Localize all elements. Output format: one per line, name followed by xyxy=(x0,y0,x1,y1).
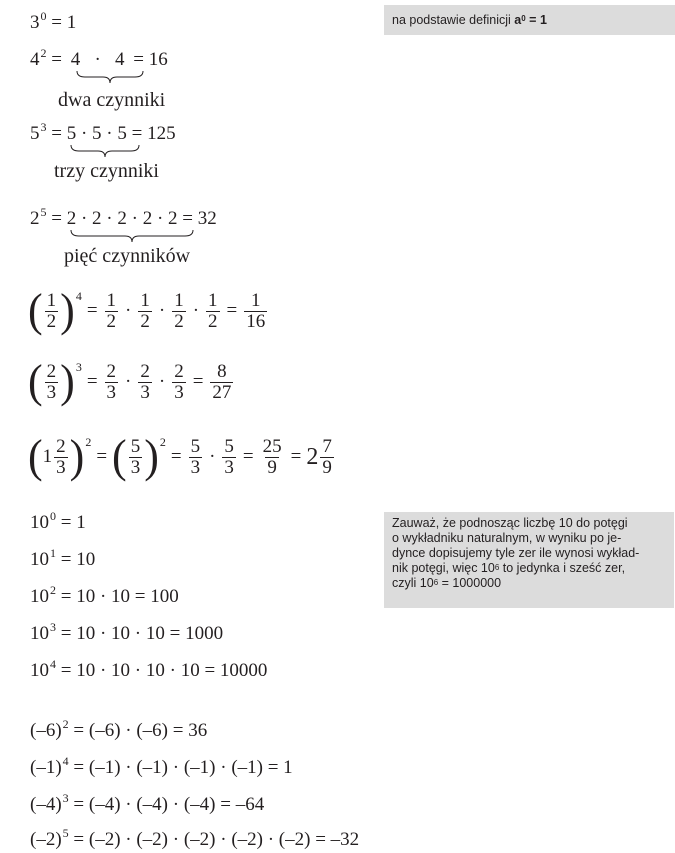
numerator: 1 xyxy=(106,289,117,311)
note-line-post: to jedynka i sześć zer, xyxy=(499,561,626,575)
exponent: 3 xyxy=(62,791,69,805)
denominator: 3 xyxy=(190,456,201,478)
fraction xyxy=(45,362,59,403)
note-line: dynce dopisujemy tyle zer ile wynosi wykład- xyxy=(392,546,640,560)
fraction xyxy=(320,437,334,478)
power-of-ten-row xyxy=(30,509,86,533)
dot: · xyxy=(158,300,166,321)
base: 5 xyxy=(30,123,40,144)
equals: = xyxy=(192,371,204,392)
note-line-pre: nik potęgi, więc 10 xyxy=(392,561,495,575)
exponent: 4 xyxy=(50,657,56,671)
denominator: 3 xyxy=(174,381,184,403)
equals: = xyxy=(46,208,67,229)
base: 2 xyxy=(30,208,40,229)
base: 10 xyxy=(30,512,49,533)
fraction xyxy=(189,437,203,478)
denominator: 3 xyxy=(224,456,234,478)
negative-power-row xyxy=(30,791,265,815)
equals: = xyxy=(170,446,182,467)
dot: · xyxy=(192,300,200,321)
underbrace-icon xyxy=(70,144,140,158)
fraction xyxy=(129,437,143,478)
note-line-post: = 1000000 xyxy=(438,576,502,590)
fraction-example-2 xyxy=(28,357,235,407)
note-line: o wykładniku naturalnym, w wyniku po je- xyxy=(392,531,622,545)
fraction xyxy=(261,437,284,478)
base: 4 xyxy=(30,49,40,70)
negative-power-row xyxy=(30,717,208,741)
base: (–6) xyxy=(30,720,62,741)
dot: · xyxy=(209,446,216,467)
result: = 10 · 10 · 10 · 10 = 10000 xyxy=(56,660,268,681)
denominator: 3 xyxy=(46,381,57,403)
exponent: 1 xyxy=(50,546,56,560)
base: (–1) xyxy=(30,757,62,778)
fraction xyxy=(138,291,152,332)
result: = 10 · 10 = 100 xyxy=(56,586,179,607)
exponent: 3 xyxy=(40,120,47,134)
note-line: Zauważ, że podnosząc liczbę 10 do potęgi xyxy=(392,516,628,530)
fraction-example-1 xyxy=(28,286,269,336)
mixed-whole: 2 xyxy=(306,443,319,470)
result: = 1 xyxy=(46,12,77,33)
fraction xyxy=(172,291,186,332)
equals: = xyxy=(46,49,67,70)
note-exp: 6 xyxy=(433,578,439,587)
definition-note-exp: 0 xyxy=(521,14,526,23)
base: 10 xyxy=(30,549,49,570)
right-paren: ) xyxy=(60,355,75,408)
equals: = xyxy=(242,446,254,467)
factors: 5 · 5 · 5 xyxy=(66,123,127,144)
definition-note-text: na podstawie definicji xyxy=(392,13,515,27)
result: = 1 xyxy=(56,512,86,533)
result: = 32 xyxy=(177,208,217,229)
exponent: 5 xyxy=(62,826,69,840)
power-of-ten-row xyxy=(30,620,224,644)
numerator: 2 xyxy=(106,360,117,382)
definition-note-base: a xyxy=(514,13,522,27)
equals: = xyxy=(96,446,108,467)
numerator: 2 xyxy=(56,435,66,457)
numerator: 1 xyxy=(208,289,218,311)
whole-part: 1 xyxy=(42,446,53,467)
fraction xyxy=(105,291,119,332)
result: = (–2) · (–2) · (–2) · (–2) · (–2) = –32 xyxy=(68,829,360,850)
numerator: 25 xyxy=(262,435,282,457)
example-2-pow-5 xyxy=(30,205,217,229)
numerator: 7 xyxy=(322,435,332,457)
exponent: 3 xyxy=(75,360,82,374)
numerator: 8 xyxy=(217,360,227,382)
equals: = xyxy=(86,300,98,321)
left-paren: ( xyxy=(112,430,127,483)
fraction-example-3 xyxy=(28,432,336,482)
exponent: 4 xyxy=(75,289,82,303)
fraction xyxy=(222,437,236,478)
denominator: 2 xyxy=(174,310,184,332)
numerator: 2 xyxy=(174,360,184,382)
base: (–2) xyxy=(30,829,62,850)
denominator: 2 xyxy=(140,310,150,332)
base: 3 xyxy=(30,12,40,33)
definition-note-rest: = 1 xyxy=(525,13,547,27)
denominator: 3 xyxy=(130,456,141,478)
numerator: 5 xyxy=(224,435,234,457)
numerator: 1 xyxy=(140,289,150,311)
dot: · xyxy=(125,300,132,321)
power-of-ten-row xyxy=(30,546,96,570)
denominator: 16 xyxy=(246,310,266,332)
powers-of-ten-note xyxy=(384,512,674,608)
denominator: 2 xyxy=(106,310,117,332)
denominator: 3 xyxy=(106,381,117,403)
left-paren: ( xyxy=(28,284,43,337)
denominator: 9 xyxy=(322,456,332,478)
power-of-ten-row xyxy=(30,583,179,607)
label-trzy-czynniki: trzy czynniki xyxy=(54,160,159,182)
fraction xyxy=(244,291,267,332)
right-paren: ) xyxy=(144,430,159,483)
underbrace-icon xyxy=(76,70,144,84)
numerator: 1 xyxy=(250,289,261,311)
exponent: 0 xyxy=(50,509,56,523)
fraction xyxy=(172,362,186,403)
fraction xyxy=(54,437,68,478)
equals: = xyxy=(86,371,98,392)
base: 10 xyxy=(30,660,49,681)
note-line xyxy=(392,561,666,576)
negative-power-row xyxy=(30,754,293,778)
example-3-pow-0 xyxy=(30,9,77,33)
exponent: 2 xyxy=(85,435,92,449)
fraction xyxy=(210,362,233,403)
base: 10 xyxy=(30,586,49,607)
result: = 10 · 10 · 10 = 1000 xyxy=(56,623,224,644)
fraction xyxy=(105,362,119,403)
result: = (–1) · (–1) · (–1) · (–1) = 1 xyxy=(68,757,293,778)
numerator: 1 xyxy=(46,289,57,311)
result: = (–6) · (–6) = 36 xyxy=(68,720,208,741)
left-paren: ( xyxy=(28,355,43,408)
numerator: 2 xyxy=(46,360,57,382)
denominator: 3 xyxy=(56,456,66,478)
factors: 4 · 4 xyxy=(70,49,125,70)
exponent: 3 xyxy=(50,620,56,634)
exponent: 4 xyxy=(62,754,69,768)
result: = 10 xyxy=(56,549,96,570)
fraction xyxy=(138,362,152,403)
underbrace-icon xyxy=(70,229,194,243)
equals: = xyxy=(46,123,67,144)
equals: = xyxy=(290,446,302,467)
fraction xyxy=(206,291,220,332)
denominator: 9 xyxy=(267,456,277,478)
result: = 125 xyxy=(126,123,176,144)
denominator: 27 xyxy=(212,381,232,403)
note-line xyxy=(392,576,666,591)
exponent: 2 xyxy=(50,583,56,597)
exponent: 2 xyxy=(159,435,166,449)
note-exp: 6 xyxy=(494,563,500,572)
factors: 2 · 2 · 2 · 2 · 2 xyxy=(66,208,178,229)
equals: = xyxy=(226,300,238,321)
negative-power-row xyxy=(30,826,360,850)
example-5-pow-3 xyxy=(30,120,176,144)
numerator: 5 xyxy=(130,435,141,457)
dot: · xyxy=(125,371,132,392)
numerator: 1 xyxy=(174,289,184,311)
denominator: 2 xyxy=(208,310,218,332)
exponent: 0 xyxy=(40,9,47,23)
base: 10 xyxy=(30,623,49,644)
fraction xyxy=(45,291,59,332)
label-piec-czynnikow: pięć czynników xyxy=(64,245,191,267)
dot: · xyxy=(158,371,166,392)
exponent: 5 xyxy=(40,205,47,219)
power-of-ten-row xyxy=(30,657,268,681)
result: = (–4) · (–4) · (–4) = –64 xyxy=(68,794,265,815)
exponent: 2 xyxy=(40,46,47,60)
definition-note xyxy=(384,5,675,35)
label-dwa-czynniki: dwa czynniki xyxy=(58,89,166,111)
denominator: 2 xyxy=(46,310,57,332)
note-line-pre: czyli 10 xyxy=(392,576,434,590)
right-paren: ) xyxy=(69,430,85,483)
base: (–4) xyxy=(30,794,62,815)
left-paren: ( xyxy=(28,430,43,483)
exponent: 2 xyxy=(62,717,69,731)
numerator: 5 xyxy=(190,435,201,457)
denominator: 3 xyxy=(140,381,150,403)
numerator: 2 xyxy=(140,360,150,382)
example-4-pow-2 xyxy=(30,46,168,70)
result: = 16 xyxy=(128,49,168,70)
right-paren: ) xyxy=(60,284,75,337)
